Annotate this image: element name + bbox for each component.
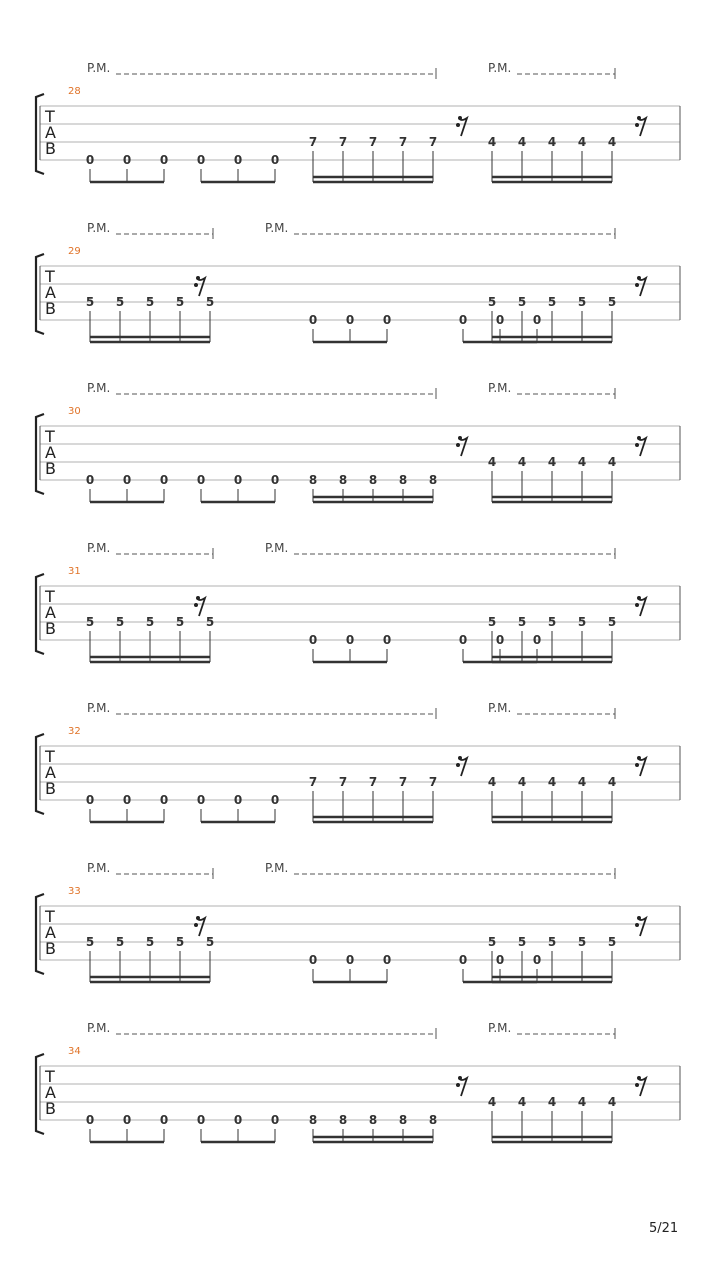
fret-number: 4 <box>607 1095 617 1109</box>
fret-number: 5 <box>577 295 587 309</box>
tab-clef-letter: T <box>45 587 55 606</box>
tab-clef-letter: B <box>45 459 56 478</box>
tab-clef-letter: B <box>45 1099 56 1118</box>
sixteenth-rest <box>638 598 646 616</box>
fret-number: 4 <box>607 135 617 149</box>
fret-number: 0 <box>270 1113 280 1127</box>
sixteenth-rest <box>459 1078 467 1096</box>
fret-number: 4 <box>577 455 587 469</box>
rest-dot <box>196 916 200 920</box>
fret-number: 0 <box>345 633 355 647</box>
palm-mute-label: P.M. <box>488 61 512 75</box>
rest-dot <box>456 123 460 127</box>
fret-number: 0 <box>122 793 132 807</box>
fret-number: 4 <box>517 775 527 789</box>
rest-dot <box>635 283 639 287</box>
fret-number: 0 <box>495 953 505 967</box>
fret-number: 4 <box>547 1095 557 1109</box>
fret-number: 4 <box>547 455 557 469</box>
fret-number: 4 <box>607 775 617 789</box>
sixteenth-rest <box>638 118 646 136</box>
fret-number: 5 <box>487 935 497 949</box>
palm-mute-label: P.M. <box>87 61 111 75</box>
fret-number: 8 <box>398 473 408 487</box>
fret-number: 0 <box>85 793 95 807</box>
fret-number: 0 <box>122 1113 132 1127</box>
fret-number: 4 <box>547 775 557 789</box>
tab-clef-letter: A <box>45 443 56 462</box>
fret-number: 0 <box>270 153 280 167</box>
sixteenth-rest <box>197 918 205 936</box>
rest-dot <box>196 276 200 280</box>
fret-number: 7 <box>308 775 318 789</box>
fret-number: 4 <box>517 455 527 469</box>
rest-dot <box>635 763 639 767</box>
fret-number: 0 <box>270 793 280 807</box>
rest-dot <box>194 283 198 287</box>
sixteenth-rest <box>197 598 205 616</box>
fret-number: 0 <box>159 153 169 167</box>
fret-number: 0 <box>495 313 505 327</box>
fret-number: 7 <box>368 775 378 789</box>
tab-clef-letter: A <box>45 123 56 142</box>
fret-number: 0 <box>196 1113 206 1127</box>
rest-dot <box>637 596 641 600</box>
fret-number: 0 <box>233 1113 243 1127</box>
fret-number: 0 <box>159 1113 169 1127</box>
palm-mute-label: P.M. <box>265 541 289 555</box>
page-number: 5/21 <box>649 1221 679 1236</box>
fret-number: 5 <box>175 935 185 949</box>
fret-number: 5 <box>85 295 95 309</box>
tab-clef-letter: A <box>45 603 56 622</box>
fret-number: 5 <box>175 295 185 309</box>
fret-number: 7 <box>428 135 438 149</box>
rest-dot <box>637 436 641 440</box>
fret-number: 4 <box>577 1095 587 1109</box>
fret-number: 7 <box>338 775 348 789</box>
fret-number: 5 <box>607 295 617 309</box>
fret-number: 4 <box>487 775 497 789</box>
fret-number: 0 <box>233 473 243 487</box>
fret-number: 5 <box>577 935 587 949</box>
palm-mute-label: P.M. <box>87 1021 111 1035</box>
fret-number: 8 <box>308 1113 318 1127</box>
fret-number: 5 <box>517 615 527 629</box>
palm-mute-label: P.M. <box>265 221 289 235</box>
fret-number: 0 <box>85 153 95 167</box>
fret-number: 8 <box>398 1113 408 1127</box>
fret-number: 4 <box>517 135 527 149</box>
fret-number: 4 <box>487 1095 497 1109</box>
fret-number: 5 <box>487 295 497 309</box>
fret-number: 0 <box>196 793 206 807</box>
fret-number: 0 <box>159 793 169 807</box>
rest-dot <box>635 603 639 607</box>
tab-clef-letter: T <box>45 107 55 126</box>
fret-number: 0 <box>308 633 318 647</box>
fret-number: 7 <box>308 135 318 149</box>
fret-number: 8 <box>428 473 438 487</box>
fret-number: 0 <box>382 633 392 647</box>
tab-clef-letter: B <box>45 939 56 958</box>
measure-number: 34 <box>68 1046 81 1057</box>
fret-number: 5 <box>517 295 527 309</box>
fret-number: 0 <box>85 473 95 487</box>
rest-dot <box>194 603 198 607</box>
palm-mute-label: P.M. <box>488 1021 512 1035</box>
sixteenth-rest <box>459 438 467 456</box>
fret-number: 8 <box>338 1113 348 1127</box>
fret-number: 4 <box>577 135 587 149</box>
fret-number: 4 <box>487 455 497 469</box>
fret-number: 0 <box>345 313 355 327</box>
fret-number: 5 <box>547 615 557 629</box>
tab-clef-letter: T <box>45 427 55 446</box>
rest-dot <box>637 916 641 920</box>
rest-dot <box>637 756 641 760</box>
tab-clef-letter: T <box>45 1067 55 1086</box>
fret-number: 7 <box>398 775 408 789</box>
sixteenth-rest <box>197 278 205 296</box>
fret-number: 8 <box>368 473 378 487</box>
fret-number: 0 <box>233 793 243 807</box>
fret-number: 5 <box>85 615 95 629</box>
sixteenth-rest <box>638 1078 646 1096</box>
sixteenth-rest <box>638 758 646 776</box>
tab-clef-letter: B <box>45 139 56 158</box>
fret-number: 4 <box>547 135 557 149</box>
rest-dot <box>637 276 641 280</box>
measure-number: 33 <box>68 886 81 897</box>
tab-clef-letter: T <box>45 747 55 766</box>
fret-number: 0 <box>233 153 243 167</box>
rest-dot <box>196 596 200 600</box>
fret-number: 4 <box>487 135 497 149</box>
fret-number: 0 <box>495 633 505 647</box>
rest-dot <box>456 763 460 767</box>
fret-number: 7 <box>368 135 378 149</box>
tab-clef-letter: A <box>45 763 56 782</box>
measure-number: 30 <box>68 406 81 417</box>
fret-number: 0 <box>122 473 132 487</box>
fret-number: 0 <box>458 313 468 327</box>
fret-number: 5 <box>145 935 155 949</box>
measure-number: 31 <box>68 566 81 577</box>
fret-number: 5 <box>607 935 617 949</box>
fret-number: 5 <box>115 295 125 309</box>
palm-mute-label: P.M. <box>488 381 512 395</box>
tab-clef-letter: B <box>45 779 56 798</box>
fret-number: 0 <box>532 633 542 647</box>
measure-number: 28 <box>68 86 81 97</box>
fret-number: 8 <box>308 473 318 487</box>
rest-dot <box>458 756 462 760</box>
fret-number: 0 <box>345 953 355 967</box>
tab-clef-letter: A <box>45 283 56 302</box>
palm-mute-label: P.M. <box>87 701 111 715</box>
measure-number: 29 <box>68 246 81 257</box>
fret-number: 5 <box>547 935 557 949</box>
rest-dot <box>635 923 639 927</box>
measure-number: 32 <box>68 726 81 737</box>
fret-number: 5 <box>607 615 617 629</box>
palm-mute-label: P.M. <box>87 381 111 395</box>
fret-number: 0 <box>382 953 392 967</box>
fret-number: 7 <box>428 775 438 789</box>
fret-number: 0 <box>196 473 206 487</box>
rest-dot <box>456 443 460 447</box>
fret-number: 5 <box>175 615 185 629</box>
fret-number: 5 <box>517 935 527 949</box>
rest-dot <box>637 116 641 120</box>
fret-number: 0 <box>458 953 468 967</box>
fret-number: 5 <box>205 935 215 949</box>
sixteenth-rest <box>459 118 467 136</box>
fret-number: 0 <box>159 473 169 487</box>
rest-dot <box>458 1076 462 1080</box>
palm-mute-label: P.M. <box>87 221 111 235</box>
sixteenth-rest <box>459 758 467 776</box>
fret-number: 5 <box>145 295 155 309</box>
rest-dot <box>637 1076 641 1080</box>
rest-dot <box>458 436 462 440</box>
palm-mute-label: P.M. <box>87 861 111 875</box>
sixteenth-rest <box>638 918 646 936</box>
palm-mute-label: P.M. <box>265 861 289 875</box>
rest-dot <box>194 923 198 927</box>
fret-number: 0 <box>458 633 468 647</box>
fret-number: 0 <box>270 473 280 487</box>
fret-number: 0 <box>122 153 132 167</box>
fret-number: 5 <box>547 295 557 309</box>
fret-number: 7 <box>338 135 348 149</box>
fret-number: 4 <box>517 1095 527 1109</box>
sixteenth-rest <box>638 438 646 456</box>
rest-dot <box>456 1083 460 1087</box>
fret-number: 8 <box>338 473 348 487</box>
palm-mute-label: P.M. <box>87 541 111 555</box>
fret-number: 5 <box>205 295 215 309</box>
rest-dot <box>635 123 639 127</box>
tab-clef-letter: T <box>45 907 55 926</box>
tab-clef-letter: B <box>45 299 56 318</box>
sixteenth-rest <box>638 278 646 296</box>
fret-number: 5 <box>115 935 125 949</box>
tab-clef-letter: A <box>45 923 56 942</box>
fret-number: 0 <box>308 953 318 967</box>
fret-number: 8 <box>428 1113 438 1127</box>
tab-clef-letter: B <box>45 619 56 638</box>
fret-number: 0 <box>382 313 392 327</box>
fret-number: 0 <box>85 1113 95 1127</box>
rest-dot <box>635 1083 639 1087</box>
fret-number: 0 <box>308 313 318 327</box>
rest-dot <box>635 443 639 447</box>
tab-clef-letter: T <box>45 267 55 286</box>
fret-number: 0 <box>196 153 206 167</box>
tab-clef-letter: A <box>45 1083 56 1102</box>
fret-number: 5 <box>487 615 497 629</box>
palm-mute-label: P.M. <box>488 701 512 715</box>
fret-number: 5 <box>145 615 155 629</box>
rest-dot <box>458 116 462 120</box>
fret-number: 5 <box>115 615 125 629</box>
fret-number: 7 <box>398 135 408 149</box>
fret-number: 8 <box>368 1113 378 1127</box>
fret-number: 5 <box>577 615 587 629</box>
fret-number: 4 <box>607 455 617 469</box>
fret-number: 5 <box>205 615 215 629</box>
fret-number: 5 <box>85 935 95 949</box>
fret-number: 0 <box>532 313 542 327</box>
fret-number: 4 <box>577 775 587 789</box>
fret-number: 0 <box>532 953 542 967</box>
